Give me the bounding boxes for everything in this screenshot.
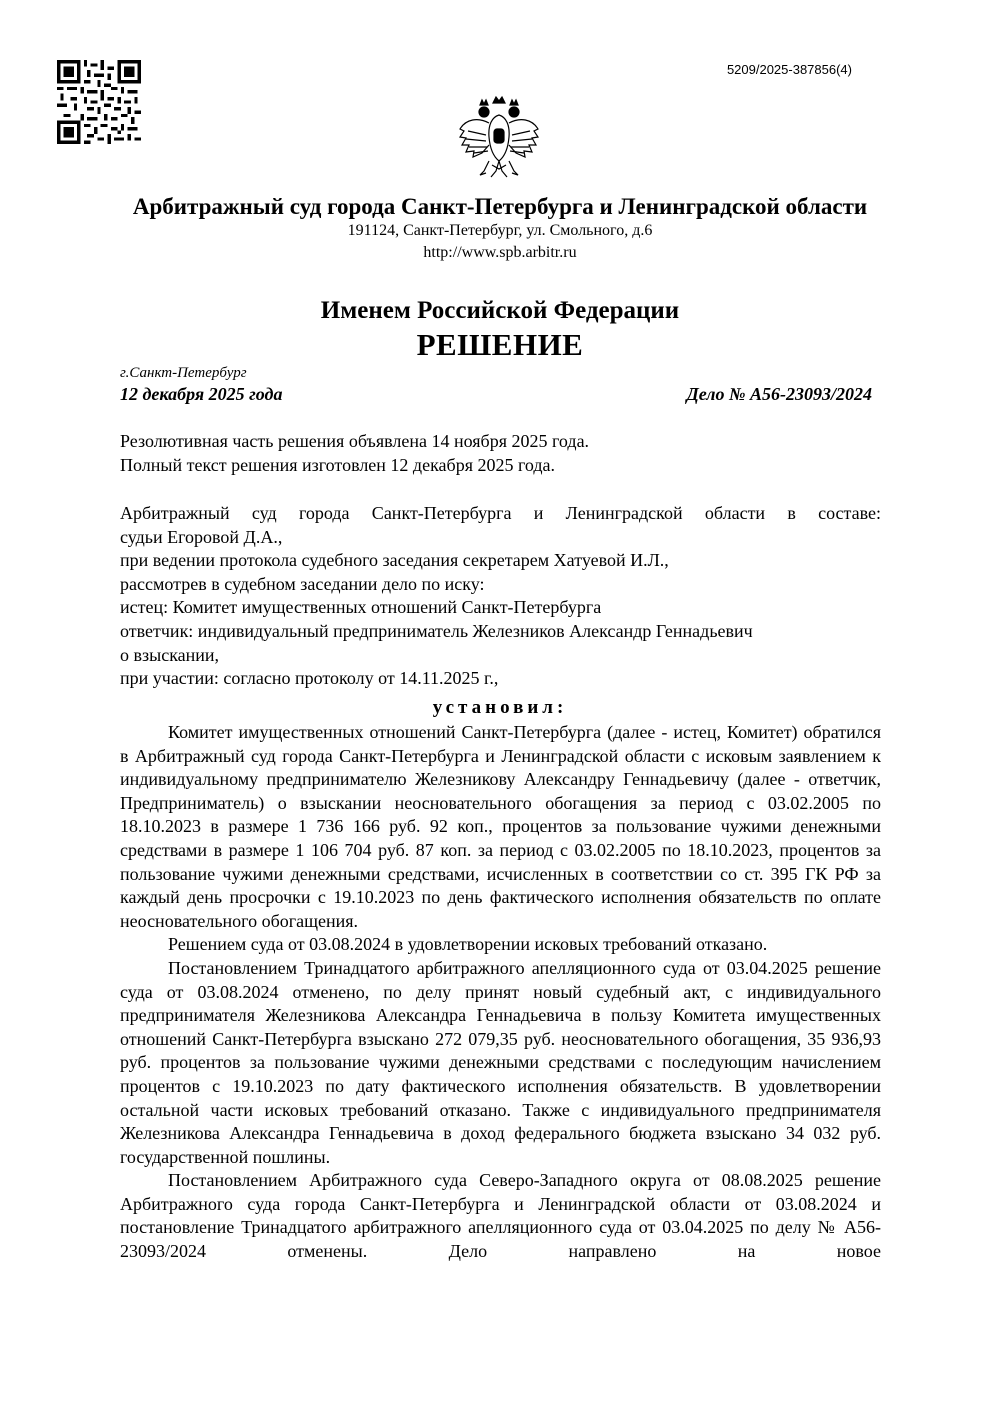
participation: при участии: согласно протоколу от 14.11.2025 г., bbox=[120, 668, 499, 689]
established-heading: установил: bbox=[432, 697, 568, 718]
full-text-made: Полный текст решения изготовлен 12 декабря 2025 года. bbox=[120, 454, 556, 475]
court-address: 191124, Санкт-Петербург, ул. Смольного, д.6 bbox=[347, 222, 653, 239]
decision-date: 12 декабря 2025 года bbox=[120, 384, 283, 404]
case-number: Дело № А56-23093/2024 bbox=[686, 384, 872, 404]
body-paragraph-3: Постановлением Тринадцатого арбитражного апелляционного суда от 03.04.2025 решение суда от 03.08.2024 отменено, по делу принят новый судебный акт, с индивидуального предпринимателя Железникова Александра Геннадьевича в пользу Комитета имущественных отношений Санкт-Петербурга взыскано 272 079,35 руб. неосновательного обогащения, 35 936,93 руб. процентов за пользование чужими денежными средствами с последующим начислением процентов с 19.10.2023 по дату фактического исполнения обязательств. В удовлетворении остальной части исковых требований отказано. Также с индивидуального предпринимателя Железникова Александра Геннадьевича в доход федерального бюджета взыскано 34 032 руб. государственной пошлины. bbox=[120, 957, 881, 1167]
secretary: при ведении протокола судебного заседания секретарем Хатуевой И.Л., bbox=[120, 550, 669, 571]
plaintiff: истец: Комитет имущественных отношений Санкт-Петербурга bbox=[120, 597, 602, 618]
court-composition: Арбитражный суд города Санкт-Петербурга и Ленинградской области в составе: bbox=[120, 503, 881, 523]
decision-title: РЕШЕНИЕ bbox=[416, 327, 584, 362]
body-paragraph-4: Постановлением Арбитражного суда Северо-Западного округа от 08.08.2025 решение Арбитражного суда города Санкт-Петербурга и Ленинградской области от 03.08.2024 и постановление Тринадцатого арбитражного апелляционного суда от 03.04.2025 по делу № А56-23093/2024 отменены. Дело направлено на новое bbox=[120, 1170, 881, 1262]
document-number: 5209/2025-387856(4) bbox=[726, 62, 852, 77]
coat-of-arms-emblem-icon bbox=[456, 95, 542, 183]
considered: рассмотрев в судебном заседании дело по иску: bbox=[120, 573, 485, 594]
resolution-announced: Резолютивная часть решения объявлена 14 ноября 2025 года. bbox=[120, 431, 590, 451]
qr-code-icon bbox=[57, 60, 141, 144]
body-paragraph-2: Решением суда от 03.08.2024 в удовлетворении исковых требований отказано. bbox=[168, 934, 768, 955]
court-name: Арбитражный суд города Санкт-Петербурга и Ленинградской области bbox=[132, 194, 868, 219]
body-paragraph-1: Комитет имущественных отношений Санкт-Петербурга (далее - истец, Комитет) обратился в Арбитражный суд города Санкт-Петербурга и Ленинградской области с исковым заявлением к индивидуальному предпринимателю Железникову Александру Геннадьевичу (далее - ответчик, Предприниматель) о взыскании неосновательного обогащения за период с 03.02.2005 по 18.10.2023 в размере 1 736 166 руб. 92 коп., процентов за пользование чужими денежными средствами в размере 1 106 704 руб. 87 коп. за период с 03.02.2005 по 18.10.2023, процентов за пользование чужими денежными средствами, исчисленных в соответствии со ст. 395 ГК РФ за каждый день просрочки с 19.10.2023 по день фактического исполнения обязательств по оплате неосновательного обогащения. bbox=[120, 722, 881, 931]
in-the-name-heading: Именем Российской Федерации bbox=[320, 297, 680, 324]
intro-block bbox=[120, 430, 881, 477]
defendant: ответчик: индивидуальный предприниматель Железников Александр Геннадьевич bbox=[120, 620, 753, 641]
composition-block bbox=[120, 502, 881, 691]
judge: судьи Егоровой Д.А., bbox=[120, 526, 283, 547]
body-block bbox=[120, 721, 881, 1264]
court-website: http://www.spb.arbitr.ru bbox=[423, 244, 577, 261]
subject: о взыскании, bbox=[120, 644, 220, 665]
city: г.Санкт-Петербург bbox=[120, 365, 247, 381]
